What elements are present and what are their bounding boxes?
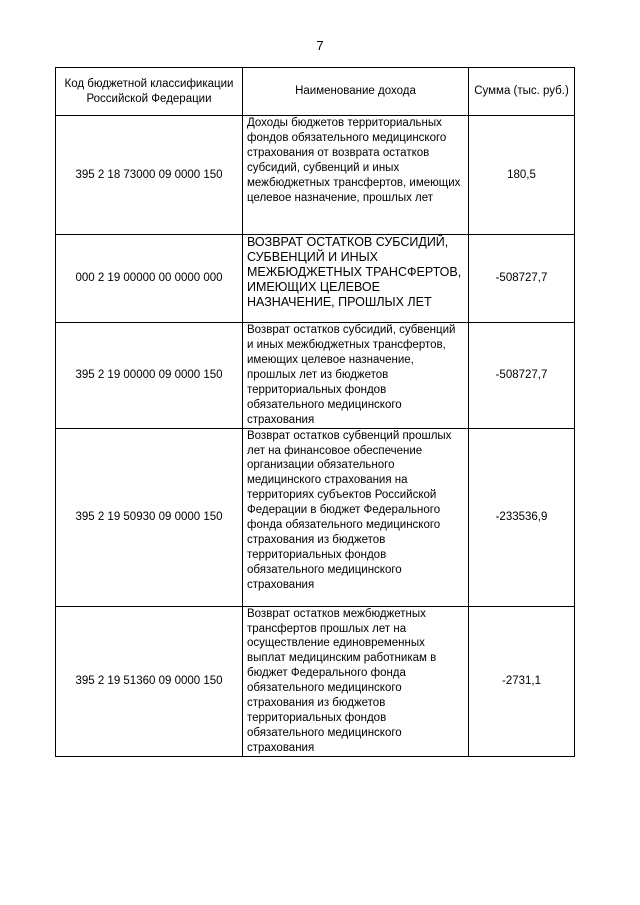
row-code: 395 2 19 50930 09 0000 150: [56, 428, 243, 606]
revenue-table: [55, 67, 575, 757]
row-sum: -233536,9: [469, 428, 575, 606]
row-name: Доходы бюджетов территориальных фондов обязательного медицинского страхования от возврата остатков субсидий, субвенций и иных межбюджетных трансфертов, имеющих целевое назначение, прошлых лет: [243, 116, 469, 235]
table-header-row: [56, 68, 575, 116]
row-code: 395 2 19 51360 09 0000 150: [56, 606, 243, 756]
header-code: Код бюджетной классификации Российской Федерации: [56, 68, 243, 116]
row-code: 000 2 19 00000 00 0000 000: [56, 235, 243, 323]
row-code: 395 2 18 73000 09 0000 150: [56, 116, 243, 235]
row-name: Возврат остатков субвенций прошлых лет на финансовое обеспечение организации обязательного медицинского страхования на территориях субъектов Российской Федерации в бюджет Федерального фонда обязательного медицинского страхования из бюджетов территориальных фондов обязательного медицинского страхования: [243, 428, 469, 606]
page-number: 7: [316, 38, 324, 53]
row-sum: -508727,7: [469, 235, 575, 323]
row-name: Возврат остатков субсидий, субвенций и иных межбюджетных трансфертов, имеющих целевое назначение, прошлых лет из бюджетов территориальных фондов обязательного медицинского страхования: [243, 323, 469, 429]
table-row: [56, 235, 575, 323]
row-sum: -508727,7: [469, 323, 575, 429]
table-row: [56, 428, 575, 606]
row-name: ВОЗВРАТ ОСТАТКОВ СУБСИДИЙ, СУБВЕНЦИЙ И ИНЫХ МЕЖБЮДЖЕТНЫХ ТРАНСФЕРТОВ, ИМЕЮЩИХ ЦЕЛЕВОЕ НАЗНАЧЕНИЕ, ПРОШЛЫХ ЛЕТ: [243, 235, 469, 323]
row-code: 395 2 19 00000 09 0000 150: [56, 323, 243, 429]
table-row: [56, 323, 575, 429]
header-sum: Сумма (тыс. руб.): [469, 68, 575, 116]
table-row: [56, 606, 575, 756]
row-sum: 180,5: [469, 116, 575, 235]
header-name: Наименование дохода: [243, 68, 469, 116]
row-name: Возврат остатков межбюджетных трансфертов прошлых лет на осуществление единовременных выплат медицинским работникам в бюджет Федерального фонда обязательного медицинского страхования из бюджетов территориальных фондов обязательного медицинского страхования: [243, 606, 469, 756]
row-sum: -2731,1: [469, 606, 575, 756]
table-row: [56, 116, 575, 235]
